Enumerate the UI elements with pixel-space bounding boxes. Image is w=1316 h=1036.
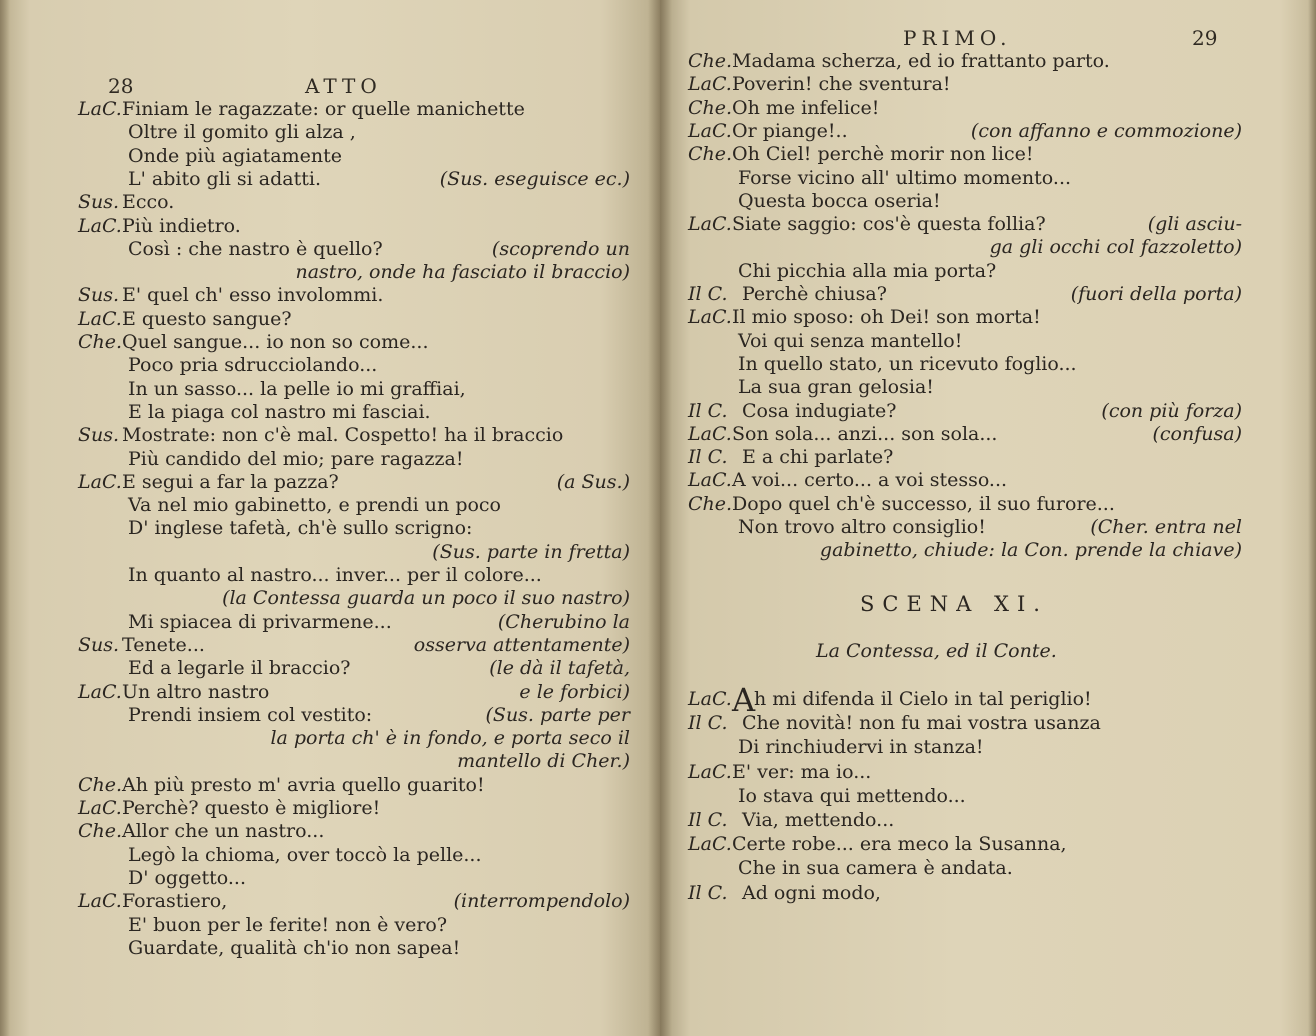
verse-line: Chi picchia alla mia porta? bbox=[738, 259, 997, 282]
speaker-label: Che. bbox=[688, 96, 733, 119]
stage-direction: (con più forza) bbox=[1101, 399, 1242, 422]
verse-line: Ecco. bbox=[122, 191, 175, 214]
verse-line: Certe robe... era meco la Susanna, bbox=[732, 833, 1067, 856]
speaker-label: LaC. bbox=[78, 307, 122, 330]
speaker-label: LaC. bbox=[78, 890, 122, 913]
verse-line: Più candido del mio; pare ragazza! bbox=[128, 447, 464, 470]
verse-line: Ad ogni modo, bbox=[742, 881, 881, 904]
verse-line: Quel sangue... io non so come... bbox=[122, 331, 429, 353]
verse-line: Oh me infelice! bbox=[732, 96, 880, 119]
stage-direction: (fuori della porta) bbox=[1070, 283, 1242, 305]
speaker-label: Che. bbox=[78, 773, 123, 796]
speaker-label: LaC. bbox=[688, 833, 732, 856]
verse-line: Mostrate: non c'è mal. Cospetto! ha il braccio bbox=[122, 424, 564, 447]
speaker-label: LaC. bbox=[78, 680, 122, 703]
verse-line: Cosa indugiate? bbox=[742, 399, 897, 422]
speaker-label: Il C. bbox=[688, 712, 728, 735]
verse-line: Che novità! non fu mai vostra usanza bbox=[742, 712, 1101, 735]
scene-title: SCENA XI. bbox=[860, 592, 1048, 616]
stage-direction: (Sus. parte in fretta) bbox=[432, 540, 630, 563]
verse-line: E questo sangue? bbox=[122, 307, 292, 330]
right-running-header: PRIMO. bbox=[903, 26, 1012, 50]
speaker-label: LaC. bbox=[688, 213, 732, 236]
speaker-label: Sus. bbox=[78, 424, 120, 447]
stage-direction: gabinetto, chiude: la Con. prende la chiave) bbox=[819, 539, 1242, 562]
verse-line: In quanto al nastro... inver... per il colore... bbox=[128, 564, 542, 586]
verse-line: Perchè chiusa? bbox=[742, 283, 887, 305]
verse-line: E' quel ch' esso involommi. bbox=[122, 284, 384, 307]
speaker-label: LaC. bbox=[688, 688, 732, 710]
speaker-label: LaC. bbox=[688, 306, 732, 329]
verse-line: L' abito gli si adatti. bbox=[128, 167, 321, 190]
verse-line: Di rinchiudervi in stanza! bbox=[738, 736, 984, 759]
verse-line: Tenete... bbox=[122, 633, 205, 656]
verse-line: Ah più presto m' avria quello guarito! bbox=[122, 773, 485, 796]
right-page-number: 29 bbox=[1192, 26, 1218, 50]
speaker-label: Il C. bbox=[688, 446, 728, 469]
stage-direction: osserva attentamente) bbox=[413, 633, 630, 656]
speaker-label: Il C. bbox=[688, 881, 728, 904]
verse-line: Oh Ciel! perchè morir non lice! bbox=[732, 143, 1034, 166]
page-edge bbox=[1308, 0, 1316, 1036]
stage-direction: (Cherubino la bbox=[497, 610, 630, 633]
speaker-label: Il C. bbox=[688, 809, 728, 831]
verse-line: Dopo quel ch'è successo, il suo furore... bbox=[732, 492, 1115, 515]
stage-direction: (Sus. parte per bbox=[485, 703, 630, 726]
speaker-label: LaC. bbox=[688, 469, 732, 492]
speaker-label: Il C. bbox=[688, 283, 728, 305]
verse-line: Forse vicino all' ultimo momento... bbox=[738, 166, 1072, 189]
verse-line: E' ver: ma io... bbox=[732, 760, 872, 783]
speaker-label: Che. bbox=[688, 492, 733, 515]
speaker-label: Sus. bbox=[78, 191, 120, 214]
left-running-header: ATTO bbox=[305, 74, 382, 98]
verse-line: Guardate, qualità ch'io non sapea! bbox=[128, 936, 461, 959]
verse-line: Perchè? questo è migliore! bbox=[122, 797, 381, 819]
speaker-label: Che. bbox=[78, 820, 123, 843]
verse-line: Via, mettendo... bbox=[742, 809, 895, 831]
verse-line: Madama scherza, ed io frattanto parto. bbox=[732, 50, 1110, 72]
speaker-label: Che. bbox=[78, 331, 123, 353]
verse-line: E la piaga col nastro mi fasciai. bbox=[128, 400, 431, 423]
verse-line: Onde più agiatamente bbox=[128, 144, 343, 167]
verse-line: La sua gran gelosia! bbox=[738, 376, 934, 399]
scene-characters: La Contessa, ed il Conte. bbox=[816, 640, 1057, 662]
verse-line: Ed a legarle il braccio? bbox=[128, 657, 351, 680]
verse-line: Poverin! che sventura! bbox=[732, 73, 951, 96]
verse-line: D' oggetto... bbox=[128, 866, 246, 889]
page-edge bbox=[0, 0, 10, 1036]
stage-direction: mantello di Cher.) bbox=[457, 750, 630, 773]
verse-line: Questa bocca oseria! bbox=[738, 189, 941, 212]
speaker-label: LaC. bbox=[688, 760, 732, 783]
speaker-label: LaC. bbox=[688, 422, 732, 445]
speaker-label: LaC. bbox=[78, 797, 122, 819]
speaker-label: LaC. bbox=[78, 98, 122, 120]
stage-direction: ga gli occhi col fazzoletto) bbox=[989, 236, 1242, 259]
verse-line: Oltre il gomito gli alza , bbox=[128, 121, 356, 144]
stage-direction: la porta ch' è in fondo, e porta seco il bbox=[270, 727, 630, 750]
speaker-label: Che. bbox=[688, 143, 733, 166]
stage-direction: (confusa) bbox=[1152, 422, 1242, 445]
verse-line: Or piange!.. bbox=[732, 119, 848, 142]
verse-line: In un sasso... la pelle io mi graffiai, bbox=[128, 377, 466, 400]
verse-line: Così : che nastro è quello? bbox=[128, 237, 383, 260]
verse-line: Il mio sposo: oh Dei! son morta! bbox=[732, 306, 1041, 329]
speaker-label: Sus. bbox=[78, 633, 120, 656]
left-page-number: 28 bbox=[108, 74, 134, 98]
speaker-label: Sus. bbox=[78, 284, 120, 307]
speaker-label: LaC. bbox=[78, 470, 122, 493]
stage-direction: (le dà il tafetà, bbox=[489, 657, 630, 680]
speaker-label: Che. bbox=[688, 50, 733, 72]
verse-line: Prendi insiem col vestito: bbox=[128, 703, 373, 726]
verse-line: Va nel mio gabinetto, e prendi un poco bbox=[128, 494, 501, 517]
verse-line: Io stava qui mettendo... bbox=[738, 784, 966, 807]
verse-line: Non trovo altro consiglio! bbox=[738, 516, 986, 538]
verse-line: E' buon per le ferite! non è vero? bbox=[128, 913, 448, 936]
verse-line: A voi... certo... a voi stesso... bbox=[732, 469, 1008, 492]
verse-line: Siate saggio: cos'è questa follia? bbox=[732, 213, 1046, 236]
verse-line: E segui a far la pazza? bbox=[122, 470, 339, 493]
verse-line: In quello stato, un ricevuto foglio... bbox=[738, 352, 1077, 375]
verse-line: Forastiero, bbox=[122, 890, 228, 913]
verse-line: Allor che un nastro... bbox=[122, 820, 325, 843]
stage-direction: (Cher. entra nel bbox=[1090, 516, 1242, 538]
verse-line: Son sola... anzi... son sola... bbox=[732, 422, 998, 445]
speaker-label: LaC. bbox=[78, 214, 122, 237]
stage-direction: nastro, onde ha fasciato il braccio) bbox=[295, 261, 630, 284]
verse-line: D' inglese tafetà, ch'è sullo scrigno: bbox=[128, 517, 473, 540]
speaker-label: LaC. bbox=[688, 73, 732, 96]
stage-direction: e le forbici) bbox=[519, 680, 630, 703]
stage-direction: (a Sus.) bbox=[556, 470, 630, 493]
drop-cap: A bbox=[732, 681, 756, 719]
verse-line: E a chi parlate? bbox=[742, 446, 894, 469]
stage-direction: (scoprendo un bbox=[491, 237, 630, 260]
verse-line: Poco pria sdrucciolando... bbox=[128, 354, 378, 377]
verse-line: Un altro nastro bbox=[122, 680, 270, 703]
verse-line: Finiam le ragazzate: or quelle manichette bbox=[122, 98, 525, 120]
stage-direction: (la Contessa guarda un poco il suo nastro) bbox=[222, 587, 630, 610]
stage-direction: (Sus. eseguisce ec.) bbox=[439, 167, 630, 190]
stage-direction: (interrompendolo) bbox=[453, 890, 630, 913]
right-page bbox=[660, 0, 1316, 1036]
verse-line: Più indietro. bbox=[122, 214, 241, 237]
verse-line: Mi spiacea di privarmene... bbox=[128, 610, 392, 633]
stage-direction: (con affanno e commozione) bbox=[970, 119, 1242, 142]
speaker-label: Il C. bbox=[688, 399, 728, 422]
verse-line: Legò la chioma, over toccò la pelle... bbox=[128, 843, 482, 866]
verse-line: h mi difenda il Cielo in tal periglio! bbox=[754, 688, 1092, 710]
speaker-label: LaC. bbox=[688, 119, 732, 142]
stage-direction: (gli asciu- bbox=[1147, 213, 1242, 236]
verse-line: Che in sua camera è andata. bbox=[738, 857, 1013, 880]
verse-line: Voi qui senza mantello! bbox=[738, 329, 963, 352]
